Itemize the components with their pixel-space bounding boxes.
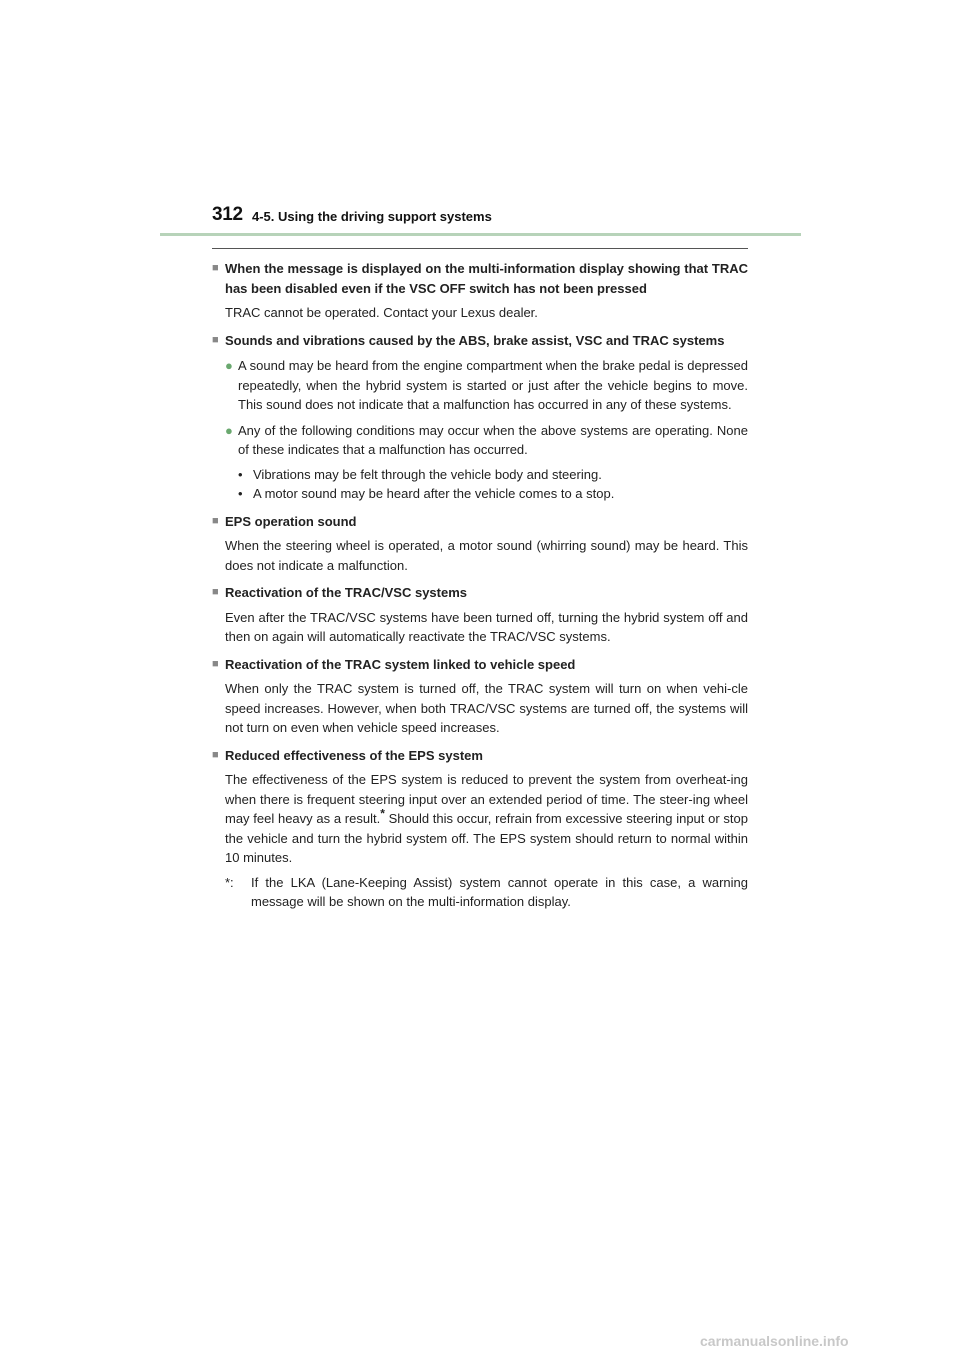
section-heading: Reactivation of the TRAC system linked to vehicle speed (225, 656, 576, 672)
square-bullet-icon: ■ (212, 748, 219, 761)
list-item: ● A sound may be heard from the engine compartment when the brake pedal is depressed repeatedly, when the hybrid system is started or just after the vehicle begins to move. This sound does not indicate that a malfunction has occurred in any of these systems. (225, 356, 748, 415)
section-body: When the steering wheel is operated, a motor sound (whirring sound) may be heard. This does not indicate a malfunction. (225, 538, 748, 573)
middle-dot-icon: • (238, 486, 243, 501)
square-bullet-icon: ■ (212, 333, 219, 346)
chapter-title: 4-5. Using the driving support systems (252, 209, 492, 224)
sub-list-item: • Vibrations may be felt through the vehicle body and steering. (238, 465, 748, 485)
round-bullet-icon: ● (225, 422, 233, 438)
section-heading: Reactivation of the TRAC/VSC systems (225, 585, 468, 600)
section-sounds-vibrations (212, 331, 748, 504)
asterisk-mark: * (380, 806, 385, 821)
section-trac-disabled-message (212, 259, 748, 323)
header-rule (160, 233, 801, 236)
footnote-text: If the LKA (Lane-Keeping Assist) system cannot operate in this case, a warning message will be shown on the multi-information display. (251, 874, 748, 909)
section-heading: EPS operation sound (225, 513, 357, 529)
page-number: 312 (212, 204, 243, 225)
page-header (212, 204, 802, 232)
section-heading: Sounds and vibrations caused by the ABS, brake assist, VSC and TRAC systems (225, 332, 725, 348)
footnote (225, 873, 748, 912)
list-item: ● Any of the following conditions may occur when the above systems are operating. None of these indicates that a malfunction has occurred. (225, 421, 748, 460)
section-heading: When the message is displayed on the multi-information display showing that TRAC has been disabled even if the VSC OFF switch has not been pressed (225, 261, 748, 296)
section-heading: Reduced effectiveness of the EPS system (225, 747, 483, 763)
sub-list-item: • A motor sound may be heard after the vehicle comes to a stop. (238, 484, 748, 504)
section-body: TRAC cannot be operated. Contact your Lexus dealer. (225, 305, 538, 320)
section-trac-speed-reactivation (212, 655, 748, 738)
square-bullet-icon: ■ (212, 657, 219, 670)
footnote-mark: *: (225, 874, 234, 890)
section-body: When only the TRAC system is turned off, the TRAC system will turn on when vehi-cle speed increases. However, when both TRAC/VSC systems are turned off, the systems will not turn on even when vehicle speed increases. (225, 681, 748, 735)
page-content (212, 259, 748, 920)
section-eps-effectiveness (212, 746, 748, 912)
round-bullet-icon: ● (225, 358, 233, 373)
section-eps-sound (212, 512, 748, 576)
content-rule (212, 248, 748, 249)
watermark: carmanualsonline.info (700, 1333, 849, 1349)
square-bullet-icon: ■ (212, 514, 219, 527)
section-body: The effectiveness of the EPS system is reduced to prevent the system from overheat-ing when there is frequent steering input over an extended period of time. The steer-ing wheel may feel heavy as a result.* Should this occur, refrain from excessive steering input or stop the vehicle and turn the hybrid system off. The EPS system should return to normal within 10 minutes. (225, 772, 748, 865)
section-trac-vsc-reactivation (212, 583, 748, 647)
square-bullet-icon: ■ (212, 262, 219, 274)
section-body: Even after the TRAC/VSC systems have been turned off, turning the hybrid system off and then on again will automatically reactivate the TRAC/VSC systems. (225, 609, 748, 644)
middle-dot-icon: • (238, 466, 243, 482)
square-bullet-icon: ■ (212, 586, 219, 598)
